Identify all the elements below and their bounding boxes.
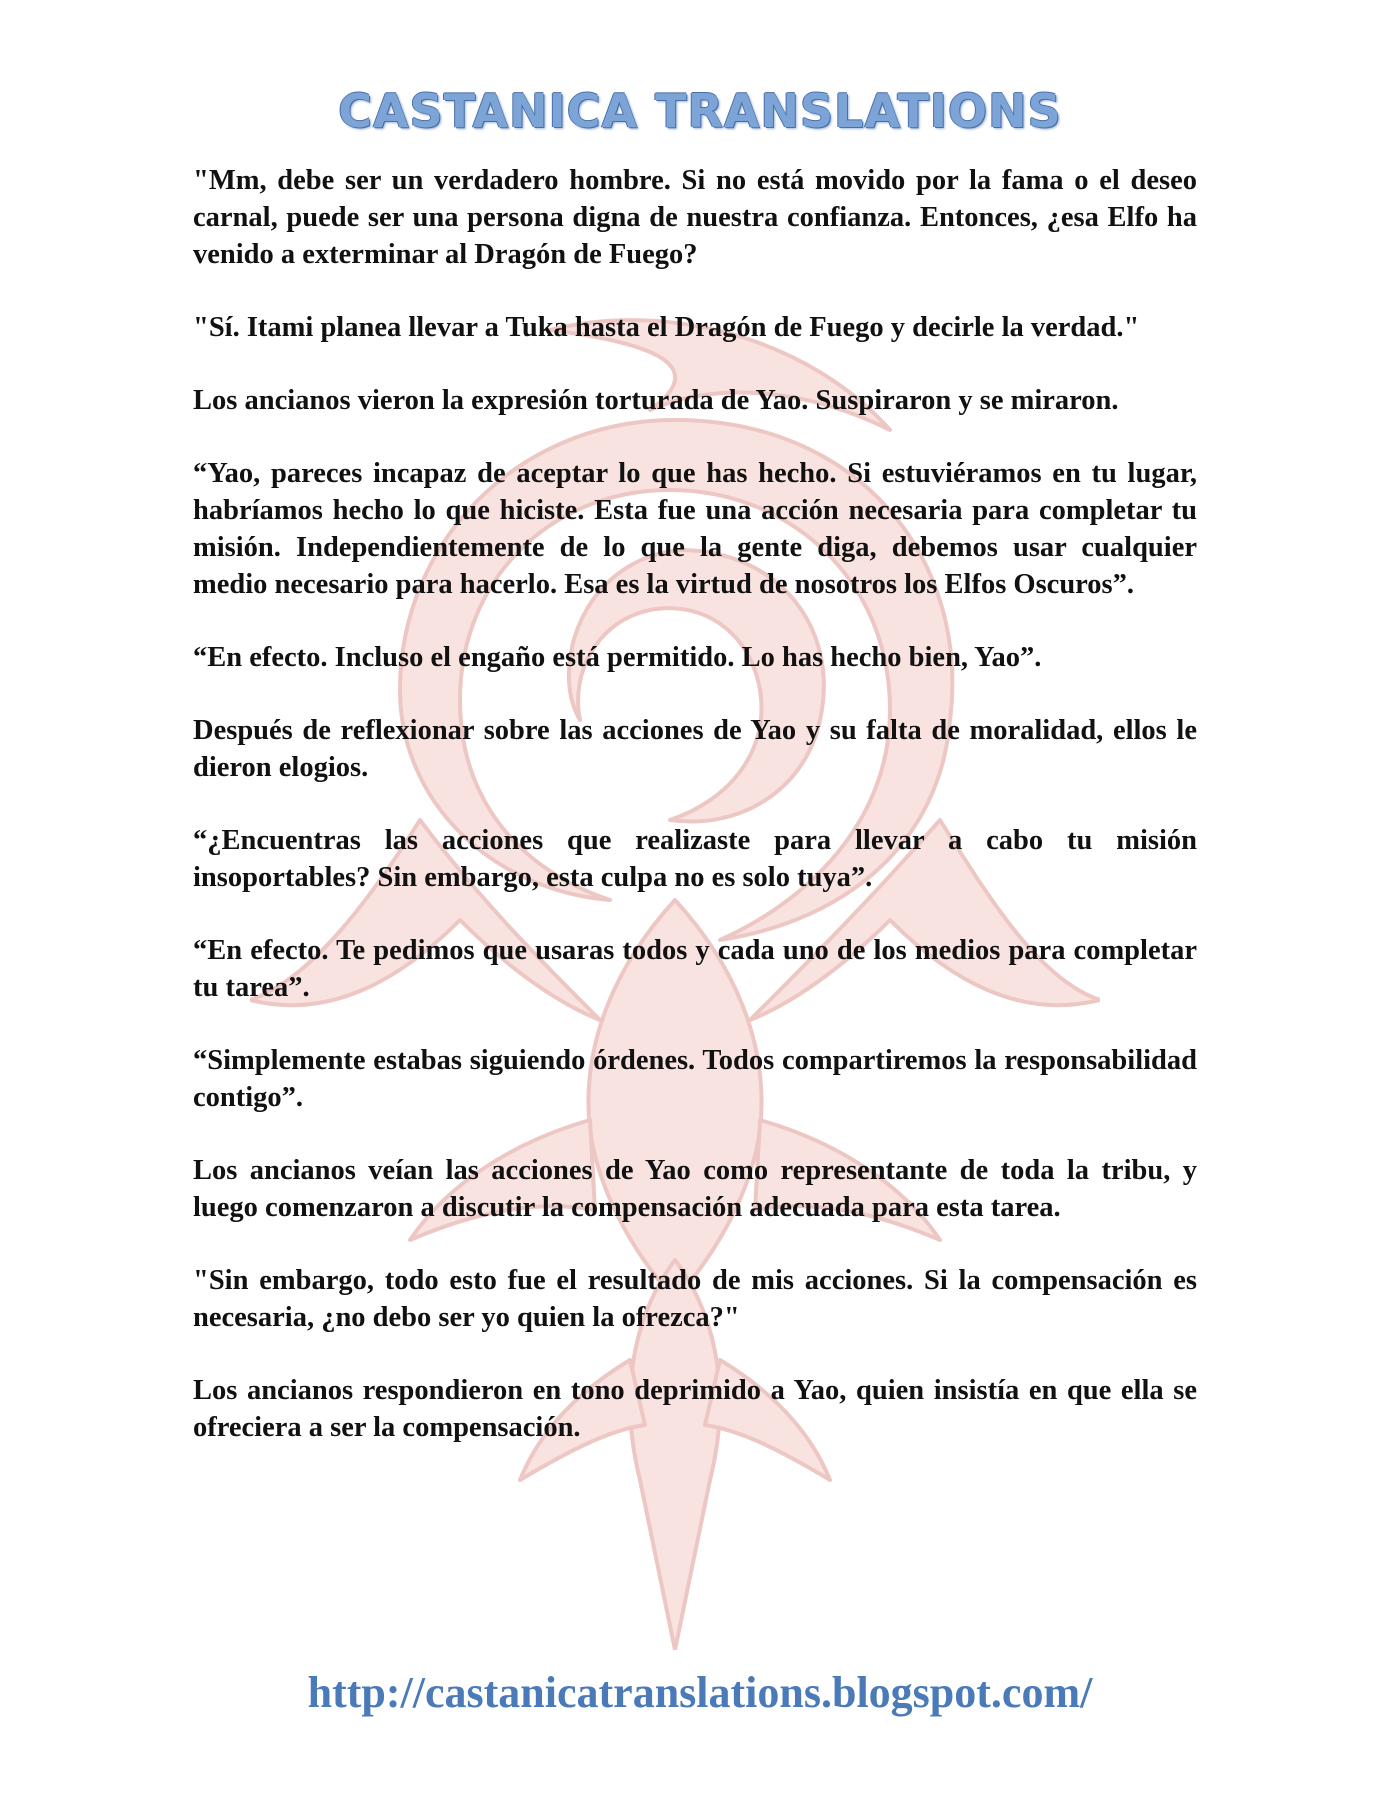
paragraph: “¿Encuentras las acciones que realizaste para llevar a cabo tu misión insoportables? Sin embargo, esta culpa no es solo tuya”. bbox=[193, 825, 1197, 893]
paragraph: “Simplemente estabas siguiendo órdenes. Todos compartiremos la responsabilidad contigo”. bbox=[193, 1045, 1197, 1113]
paragraph: Los ancianos veían las acciones de Yao como representante de toda la tribu, y luego comenzaron a discutir la compensación adecuada para esta tarea. bbox=[193, 1155, 1197, 1223]
paragraph: Después de reflexionar sobre las acciones de Yao y su falta de moralidad, ellos le dieron elogios. bbox=[193, 715, 1197, 783]
paragraph: “En efecto. Te pedimos que usaras todos y cada uno de los medios para completar tu tarea”. bbox=[193, 935, 1197, 1003]
footer-url-link[interactable]: http://castanicatranslations.blogspot.com/ bbox=[307, 1668, 1093, 1717]
paragraph: “En efecto. Incluso el engaño está permitido. Lo has hecho bien, Yao”. bbox=[193, 642, 1042, 673]
paragraph: “Yao, pareces incapaz de aceptar lo que has hecho. Si estuviéramos en tu lugar, habríamos hecho lo que hiciste. Esta fue una acción necesaria para completar tu misión. Independientemente de lo que la gente diga, debemos usar cualquier medio necesario para hacerlo. Esa es la virtud de nosotros los Elfos Oscuros”. bbox=[193, 458, 1197, 600]
paragraph: Los ancianos vieron la expresión torturada de Yao. Suspiraron y se miraron. bbox=[193, 385, 1119, 416]
paragraph: "Sin embargo, todo esto fue el resultado de mis acciones. Si la compensación es necesaria, ¿no debo ser yo quien la ofrezca?" bbox=[193, 1265, 1197, 1333]
paragraph: "Mm, debe ser un verdadero hombre. Si no está movido por la fama o el deseo carnal, puede ser una persona digna de nuestra confianza. Entonces, ¿esa Elfo ha venido a exterminar al Dragón de Fuego? bbox=[193, 165, 1197, 270]
page-header-title: CASTANICA TRANSLATIONS bbox=[338, 84, 1062, 138]
document-body bbox=[193, 162, 1197, 1482]
paragraph: Los ancianos respondieron en tono deprimido a Yao, quien insistía en que ella se ofreciera a ser la compensación. bbox=[193, 1375, 1197, 1443]
paragraph: "Sí. Itami planea llevar a Tuka hasta el Dragón de Fuego y decirle la verdad." bbox=[193, 312, 1140, 343]
